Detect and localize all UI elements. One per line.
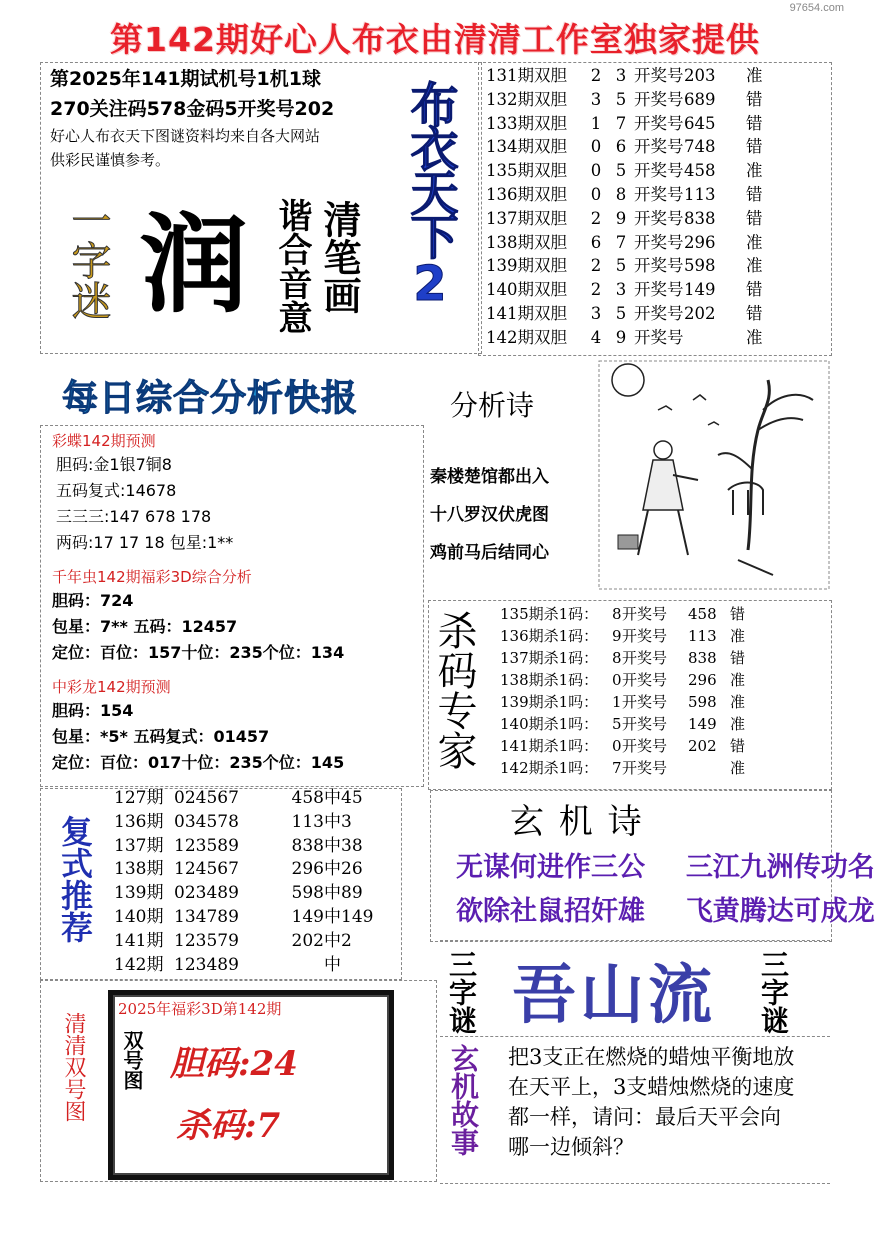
fushi-row xyxy=(114,811,384,835)
qingqing-label: 清清双号图 xyxy=(61,1012,86,1122)
result-mark: 准 xyxy=(730,759,746,777)
numbers: 123489 xyxy=(174,954,239,975)
double-dan-row xyxy=(486,183,766,207)
draw-number: 203 xyxy=(684,66,716,85)
draw-number: 838 xyxy=(688,649,717,667)
draw-label: 开奖号 xyxy=(634,208,684,228)
numbers: 124567 xyxy=(174,859,239,880)
riddle-label: 一字迷 xyxy=(65,200,111,320)
result-mark: 准 xyxy=(730,693,746,711)
issue: 137期 xyxy=(114,835,164,856)
dan-b: 3 xyxy=(615,66,627,85)
shama-row xyxy=(500,647,750,669)
issue: 142期杀1吗： xyxy=(500,759,599,777)
draw-number: 838 xyxy=(684,208,716,228)
double-dan-row xyxy=(486,135,766,159)
issue: 141期杀1吗： xyxy=(500,737,599,755)
draw-label: 开奖号 xyxy=(634,137,684,157)
brand-title: 布衣天下2 xyxy=(402,80,458,308)
shama-row xyxy=(500,757,750,779)
draw-number: 838 xyxy=(291,835,324,856)
issue: 135期杀1码： xyxy=(500,605,599,623)
bird-icon xyxy=(658,395,719,425)
dan-b: 5 xyxy=(615,89,627,109)
draw-number: 598 xyxy=(688,693,717,711)
shama-row xyxy=(500,669,750,691)
xuanji-line: 无谋何进作三公 xyxy=(456,852,645,883)
dan-a: 4 xyxy=(590,327,602,347)
poem-line: 十八罗汉伏虎图 xyxy=(430,505,549,525)
issue: 142期 xyxy=(114,954,164,975)
draw-number: 296 xyxy=(684,232,716,252)
result-mark: 错 xyxy=(730,737,746,755)
issue: 138期杀1码： xyxy=(500,671,599,689)
xuanji-line: 三江九洲传功名 xyxy=(685,852,875,883)
shama-label: 杀码专家 xyxy=(431,610,477,770)
draw-label: 开奖号 xyxy=(634,327,684,347)
draw-number: 296 xyxy=(291,859,324,880)
dan-b: 3 xyxy=(615,280,627,300)
draw-label: 开奖号 xyxy=(634,89,684,109)
three-riddle-right: 三字谜 xyxy=(757,950,790,1034)
draw-label: 开奖号 xyxy=(634,161,684,181)
issue: 136期杀1码： xyxy=(500,627,599,645)
issue: 141期双胆 xyxy=(486,303,567,323)
issue: 132期双胆 xyxy=(486,89,567,109)
result-mark: 错 xyxy=(746,184,763,204)
riddle-hint-col2: 谐合音意 xyxy=(272,198,312,334)
hit-result: 中2 xyxy=(324,930,352,951)
qingqing-card-title: 2025年福彩3D第142期 xyxy=(118,1000,282,1018)
xuanji-line: 飞黄腾达可成龙 xyxy=(685,896,875,927)
caidie-section xyxy=(52,430,233,556)
draw-label: 开奖号 xyxy=(634,113,684,133)
horse-icon xyxy=(728,483,763,516)
kill-number: 0 xyxy=(612,737,622,755)
issue: 136期双胆 xyxy=(486,184,567,204)
dan-b: 5 xyxy=(615,256,627,276)
numbers: 034578 xyxy=(174,811,239,832)
kill-number: 9 xyxy=(612,627,622,645)
result-mark: 错 xyxy=(746,113,763,133)
issue: 140期 xyxy=(114,906,164,927)
kill-code: 杀码:7 xyxy=(176,1106,281,1146)
analysis-poem xyxy=(430,458,549,572)
draw-number: 149 xyxy=(291,906,324,927)
dan-a: 6 xyxy=(590,232,602,252)
result-mark: 错 xyxy=(746,280,763,300)
fushi-row xyxy=(114,882,384,906)
draw-label: 开奖号 xyxy=(622,737,668,755)
draw-number: 598 xyxy=(291,883,324,904)
caidie-title: 彩蝶142期预测 xyxy=(52,432,156,450)
shama-row xyxy=(500,603,750,625)
xuanji-line: 欲除社鼠招奸雄 xyxy=(456,896,645,927)
fushi-row xyxy=(114,787,384,811)
ink-illustration xyxy=(598,360,830,590)
figure-robe xyxy=(643,460,683,510)
fushi-row xyxy=(114,930,384,954)
dan-code: 胆码:24 xyxy=(170,1044,298,1084)
draw-label: 开奖号 xyxy=(634,66,684,85)
story-text: 把3支正在燃烧的蜡烛平衡地放在天平上，3支蜡烛燃烧的速度都一样，请问：最后天平会向哪一边倾斜？ xyxy=(508,1045,795,1159)
caidie-line: 五码复式:14678 xyxy=(56,481,177,500)
issue: 134期双胆 xyxy=(486,137,567,157)
draw-label: 开奖号 xyxy=(622,759,668,777)
draw-number: 458 xyxy=(684,161,716,181)
figure-head xyxy=(654,441,672,459)
analysis-poem-title: 分析诗 xyxy=(450,389,535,422)
double-dan-row xyxy=(486,112,766,136)
dan-a: 2 xyxy=(590,280,602,300)
result-mark: 准 xyxy=(746,161,763,181)
shama-row xyxy=(500,625,750,647)
xuanji-title: 玄 机 诗 xyxy=(510,802,644,842)
draw-label: 开奖号 xyxy=(622,627,668,645)
draw-number: 113 xyxy=(688,627,717,645)
zhongcai-section xyxy=(52,676,344,776)
riddle-main-char: 润 xyxy=(140,202,249,328)
poem-line: 秦楼楚馆都出入 xyxy=(430,467,549,487)
issue: 138期 xyxy=(114,859,164,880)
story-label: 玄机故事 xyxy=(447,1044,480,1156)
moon-icon xyxy=(612,364,644,396)
qingqing-side-label: 双号图 xyxy=(120,1030,144,1090)
kill-number: 5 xyxy=(612,715,622,733)
result-mark: 准 xyxy=(730,671,746,689)
focus-code-line: 270关注码578金码5开奖号202 xyxy=(50,98,335,120)
double-dan-row xyxy=(486,278,766,302)
dan-b: 5 xyxy=(615,303,627,323)
fushi-row xyxy=(114,906,384,930)
result-mark: 准 xyxy=(730,627,746,645)
draw-number: 202 xyxy=(688,737,717,755)
issue: 139期杀1吗： xyxy=(500,693,599,711)
draw-label: 开奖号 xyxy=(622,649,668,667)
result-mark: 错 xyxy=(746,208,763,228)
shama-row xyxy=(500,713,750,735)
caidie-line: 三三三:147 678 178 xyxy=(56,507,212,526)
dan-b: 9 xyxy=(615,327,627,347)
caution-note: 供彩民谨慎参考。 xyxy=(50,151,171,169)
result-mark: 准 xyxy=(746,327,763,347)
draw-number: 202 xyxy=(684,303,716,323)
dan-a: 0 xyxy=(590,161,602,181)
draw-number: 458 xyxy=(688,605,717,623)
tree-icon xyxy=(748,380,769,550)
draw-number: 748 xyxy=(684,137,716,157)
draw-number: 689 xyxy=(684,89,716,109)
draw-number: 645 xyxy=(684,113,716,133)
header-info xyxy=(50,64,334,172)
three-riddle-main: 吾山流 xyxy=(512,958,716,1033)
kill-number: 7 xyxy=(612,759,622,777)
poem-line: 鸡前马后结同心 xyxy=(430,543,549,563)
draw-number: 149 xyxy=(688,715,717,733)
draw-number: 598 xyxy=(684,256,716,276)
issue: 142期双胆 xyxy=(486,327,567,347)
hit-result: 中 xyxy=(324,954,341,975)
draw-number: 296 xyxy=(688,671,717,689)
double-dan-row xyxy=(486,159,766,183)
result-mark: 错 xyxy=(730,649,746,667)
draw-number: 149 xyxy=(684,280,716,300)
shama-row xyxy=(500,691,750,713)
draw-label: 开奖号 xyxy=(634,256,684,276)
double-dan-row xyxy=(486,302,766,326)
issue: 131期双胆 xyxy=(486,66,567,85)
double-dan-row xyxy=(486,254,766,278)
draw-label: 开奖号 xyxy=(622,715,668,733)
shama-row xyxy=(500,735,750,757)
double-dan-row xyxy=(486,231,766,255)
zhongcai-line: 胆码：154 xyxy=(52,701,134,720)
qiannian-section xyxy=(52,566,344,666)
result-mark: 错 xyxy=(746,137,763,157)
hit-result: 中45 xyxy=(324,788,363,808)
draw-number: 202 xyxy=(291,930,324,951)
fushi-table xyxy=(114,787,384,977)
riddle-hint-col1: 清笔画 xyxy=(317,200,361,314)
fushi-row xyxy=(114,858,384,882)
draw-label: 开奖号 xyxy=(634,280,684,300)
result-mark: 准 xyxy=(746,232,763,252)
result-mark: 错 xyxy=(730,605,746,623)
issue: 133期双胆 xyxy=(486,113,567,133)
xuanji-poem xyxy=(456,846,875,934)
draw-label: 开奖号 xyxy=(622,671,668,689)
page-title: 第142期好心人布衣由清清工作室独家提供 xyxy=(110,20,760,59)
dan-a: 2 xyxy=(590,66,602,85)
draw-number: 113 xyxy=(684,184,716,204)
issue: 139期双胆 xyxy=(486,256,567,276)
issue: 138期双胆 xyxy=(486,232,567,252)
dan-b: 7 xyxy=(615,232,627,252)
dan-b: 6 xyxy=(615,137,627,157)
dan-a: 0 xyxy=(590,137,602,157)
qiannian-line: 胆码：724 xyxy=(52,591,134,610)
result-mark: 错 xyxy=(746,89,763,109)
hit-result: 中149 xyxy=(324,906,374,927)
hit-result: 中26 xyxy=(324,859,363,880)
zhongcai-line: 定位：百位：017十位：235个位：145 xyxy=(52,753,345,772)
dan-a: 3 xyxy=(590,303,602,323)
dan-a: 1 xyxy=(590,113,602,133)
daily-banner: 每日综合分析快报 xyxy=(62,378,359,419)
source-note: 好心人布衣天下图谜资料均来自各大网站 xyxy=(50,127,321,145)
qiannian-title: 千年虫142期福彩3D综合分析 xyxy=(52,568,252,586)
result-mark: 准 xyxy=(746,66,763,85)
double-dan-table xyxy=(486,64,766,350)
result-mark: 准 xyxy=(730,715,746,733)
issue: 139期 xyxy=(114,883,164,904)
hit-result: 中89 xyxy=(324,883,363,904)
hit-result: 中38 xyxy=(324,835,363,856)
double-dan-row xyxy=(486,207,766,231)
issue: 141期 xyxy=(114,930,164,951)
bricks-icon xyxy=(618,535,638,549)
shama-table xyxy=(500,603,750,779)
numbers: 123589 xyxy=(174,835,239,856)
issue: 140期双胆 xyxy=(486,280,567,300)
result-mark: 错 xyxy=(746,303,763,323)
draw-label: 开奖号 xyxy=(634,232,684,252)
kill-number: 0 xyxy=(612,671,622,689)
draw-label: 开奖号 xyxy=(622,605,668,623)
double-dan-row xyxy=(486,88,766,112)
three-riddle-left: 三字谜 xyxy=(445,950,478,1034)
kill-number: 8 xyxy=(612,605,622,623)
numbers: 023489 xyxy=(174,883,239,904)
kill-number: 1 xyxy=(612,693,622,711)
dan-b: 9 xyxy=(615,208,627,228)
watermark: 97654.com xyxy=(789,2,844,14)
issue: 137期双胆 xyxy=(486,208,567,228)
draw-label: 开奖号 xyxy=(622,693,668,711)
dan-a: 0 xyxy=(590,184,602,204)
dan-a: 3 xyxy=(590,89,602,109)
issue: 136期 xyxy=(114,811,164,832)
draw-label: 开奖号 xyxy=(634,184,684,204)
draw-number: 458 xyxy=(291,788,324,808)
result-mark: 准 xyxy=(746,256,763,276)
numbers: 134789 xyxy=(174,906,239,927)
hit-result: 中3 xyxy=(324,811,352,832)
double-dan-row xyxy=(486,64,766,88)
zhongcai-line: 包星：*5* 五码复式：01457 xyxy=(52,727,270,746)
dan-a: 2 xyxy=(590,256,602,276)
issue: 140期杀1吗： xyxy=(500,715,599,733)
kill-number: 8 xyxy=(612,649,622,667)
fushi-row xyxy=(114,835,384,859)
qiannian-line: 包星：7** 五码：12457 xyxy=(52,617,238,636)
double-dan-row xyxy=(486,326,766,350)
dan-a: 2 xyxy=(590,208,602,228)
qiannian-line: 定位：百位：157十位：235个位：134 xyxy=(52,643,345,662)
draw-number: 113 xyxy=(291,811,324,832)
dan-b: 8 xyxy=(615,184,627,204)
zhongcai-title: 中彩龙142期预测 xyxy=(52,678,171,696)
numbers: 123579 xyxy=(174,930,239,951)
fushi-row xyxy=(114,954,384,978)
caidie-line: 两码:17 17 18 包星:1** xyxy=(56,533,234,552)
fushi-label: 复式推荐 xyxy=(56,815,94,943)
issue: 135期双胆 xyxy=(486,161,567,181)
draw-label: 开奖号 xyxy=(634,303,684,323)
issue: 127期 xyxy=(114,788,164,808)
caidie-line: 胆码:金1银7铜8 xyxy=(56,455,172,474)
dan-b: 7 xyxy=(615,113,627,133)
numbers: 024567 xyxy=(174,788,239,808)
trial-number-line: 第2025年141期试机号1机1球 xyxy=(50,68,321,90)
issue: 137期杀1码： xyxy=(500,649,599,667)
dan-b: 5 xyxy=(615,161,627,181)
